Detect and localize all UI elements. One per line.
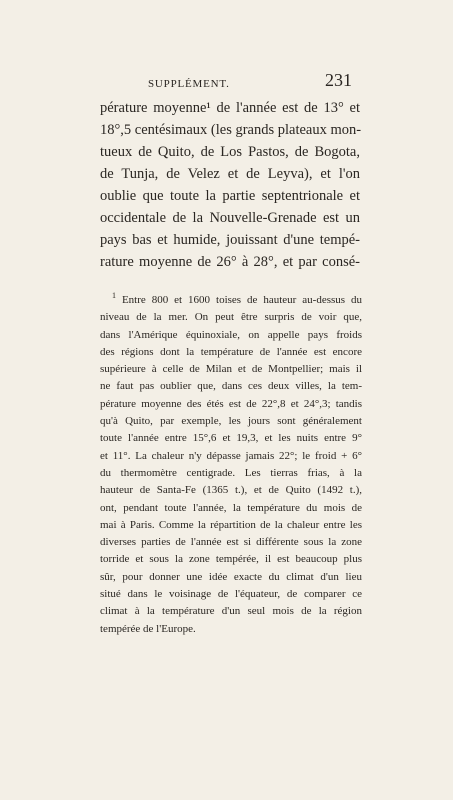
footnote-line: et 11°. La chaleur n'y dépasse jamais 22°; le froid + 6° [100,449,362,462]
body-line: pays bas et humide, jouissant d'une tempé- [100,232,360,248]
footnote-line: situé dans le voisinage de l'équateur, de comparer ce [100,588,362,601]
body-line: tueux de Quito, de Los Pastos, de Bogota, [100,144,360,160]
footnote-first-line [100,292,362,309]
body-line: rature moyenne de 26° à 28°, et par consé- [100,254,360,270]
footnote [100,292,362,638]
footnote-line: pérature moyenne des étés est de 22°,8 et 24°,3; tandis [100,397,362,410]
footnote-line: supérieure à celle de Milan et de Montpellier; mais il [100,363,362,376]
running-head: SUPPLÉMENT. [148,78,230,90]
footnote-line: des régions dont la température de l'année est encore [100,345,362,358]
footnote-line: dans l'Amérique équinoxiale, on appelle pays froids [100,328,362,341]
footnote-line: sûr, pour donner une idée exacte du climat d'un lieu [100,570,362,583]
page-header [100,70,352,92]
footnote-line: ne faut pas oublier que, dans ces deux villes, la tem- [100,380,362,393]
body-line: 18°,5 centésimaux (les grands plateaux mon- [100,122,362,138]
footnote-line: climat à la température d'un seul mois de la région [100,605,362,618]
body-line: pérature moyenne¹ de l'année est de 13° et [100,100,360,116]
footnote-marker: 1 [112,291,116,300]
footnote-line: diverses parties de l'année est si différente sous la zone [100,536,362,549]
footnote-line: du thermomètre centigrade. Les tierras frias, à la [100,466,362,479]
footnote-line: niveau de la mer. On peut être surpris de voir que, [100,311,362,324]
footnote-line: tempérée de l'Europe. [100,622,196,635]
footnote-line: qu'à Quito, par exemple, les jours sont généralement [100,415,362,428]
body-line: de Tunja, de Velez et de Leyva), et l'on [100,166,360,182]
body-line: oublie que toute la partie septentrionale et [100,188,360,204]
footnote-line: mai à Paris. Comme la répartition de la chaleur entre les [100,518,362,531]
footnote-line: toute l'année entre 15°,6 et 19,3, et les nuits entre 9° [100,432,362,445]
footnote-line: hauteur de Santa-Fe (1365 t.), et de Quito (1492 t.), [100,484,362,497]
footnote-line: torride et sous la zone tempérée, il est beaucoup plus [100,553,362,566]
footnote-line: ont, pendant toute l'année, la température du mois de [100,501,362,514]
body-line: occidentale de la Nouvelle-Grenade est un [100,210,360,226]
body-paragraph [100,97,360,273]
footnote-line: Entre 800 et 1600 toises de hauteur au-dessus du [121,294,363,306]
page-number: 231 [325,70,352,90]
